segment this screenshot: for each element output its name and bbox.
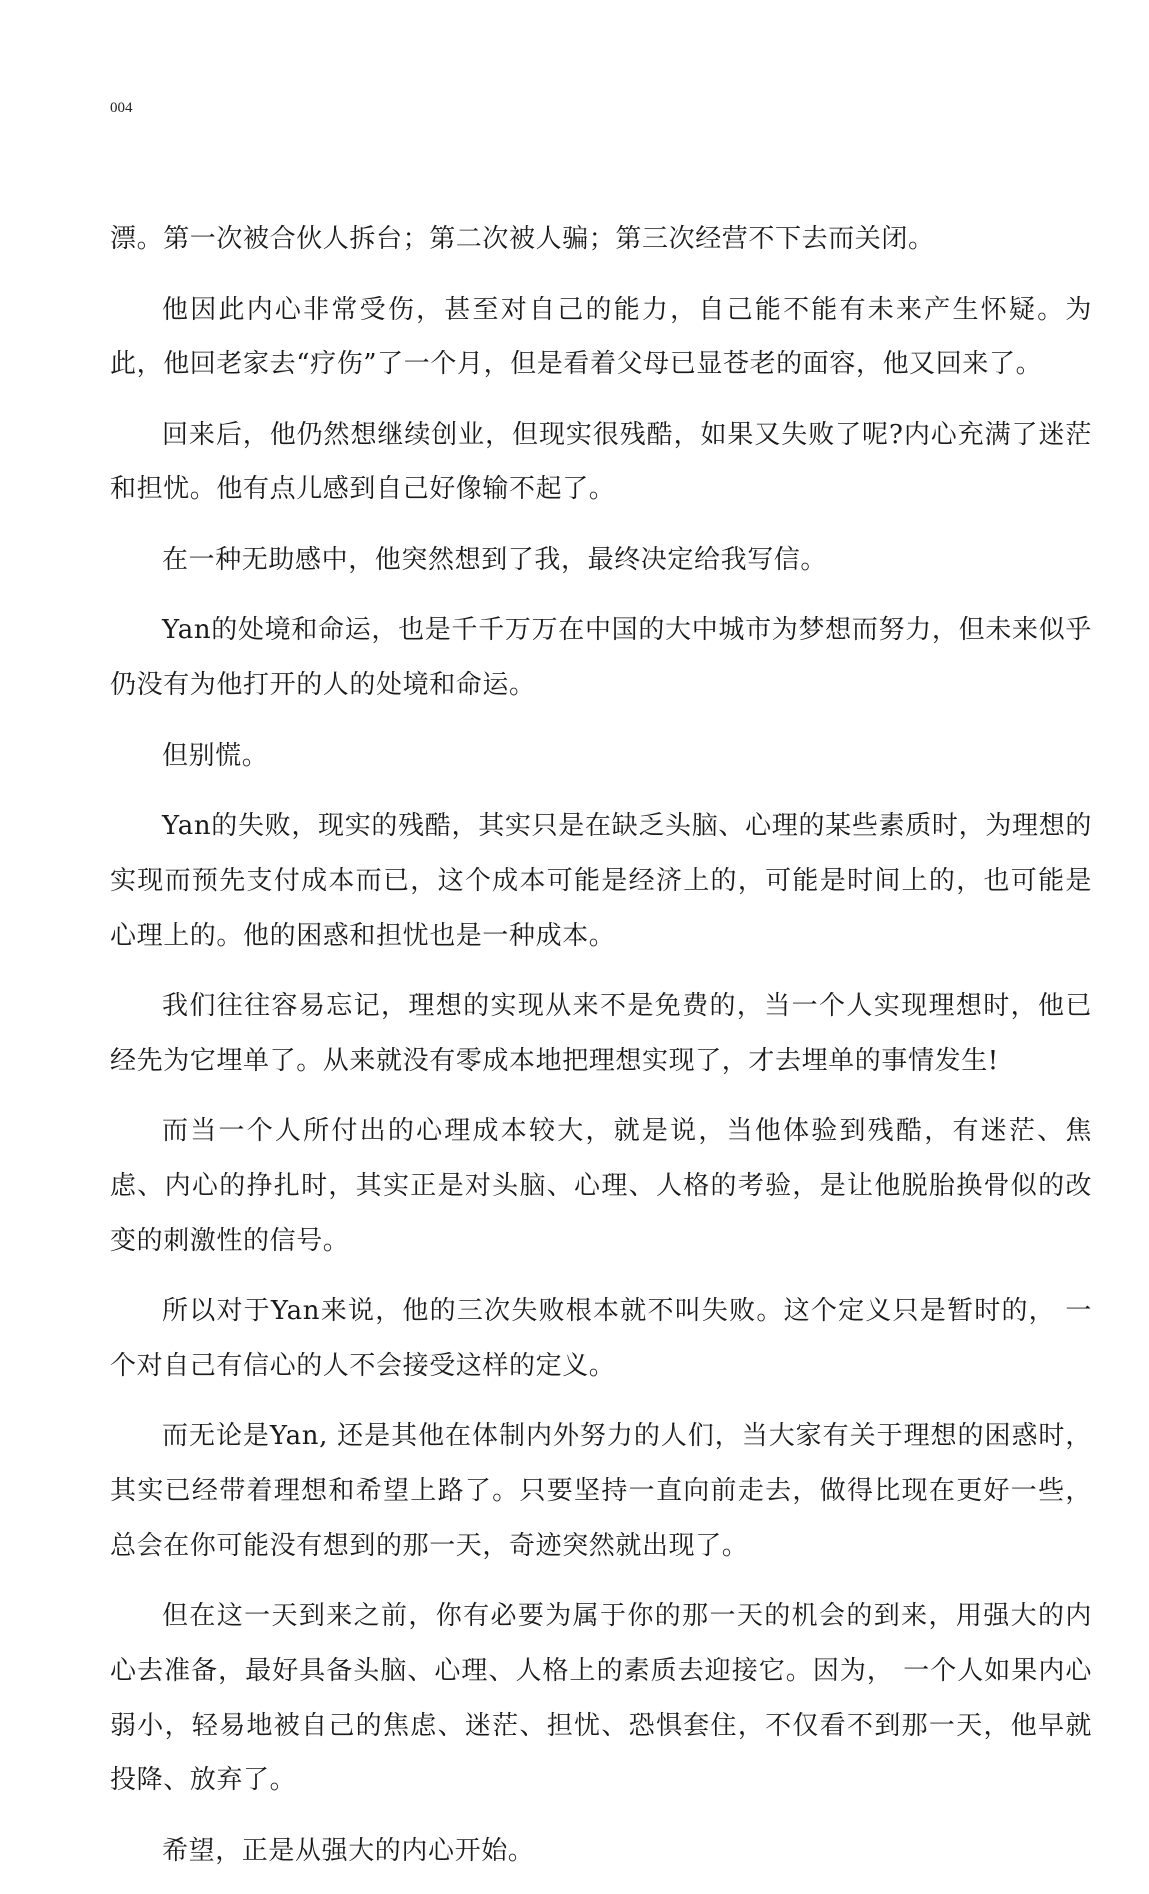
paragraph: 希望，正是从强大的内心开始。 — [162, 1835, 535, 1866]
paragraph: 而当一个人所付出的心理成本较大，就是说，当他体验到残酷，有迷茫、焦虑、内心的挣扎时，其实正是对头脑、心理、人格的考验，是让他脱胎换骨似的改变的刺激性的信号。 — [110, 1116, 1092, 1256]
paragraph: 他因此内心非常受伤，甚至对自己的能力，自己能不能有未来产生怀疑。为此，他回老家去“疗伤”了一个月，但是看着父母已显苍老的面容，他又回来了。 — [110, 294, 1092, 380]
paragraph: 在一种无助感中，他突然想到了我，最终决定给我写信。 — [162, 544, 828, 575]
paragraph: Yan的失败，现实的残酷，其实只是在缺乏头脑、心理的某些素质时，为理想的实现而预先支付成本而已，这个成本可能是经济上的，可能是时间上的，也可能是心理上的。他的困惑和担忧也是一种成本。 — [110, 811, 1092, 951]
paragraph: 所以对于Yan来说，他的三次失败根本就不叫失败。这个定义只是暂时的， 一个对自己有信心的人不会接受这样的定义。 — [110, 1296, 1092, 1381]
paragraph: 但在这一天到来之前，你有必要为属于你的那一天的机会的到来，用强大的内心去准备，最好具备头脑、心理、人格上的素质去迎接它。因为， 一个人如果内心弱小，轻易地被自己的焦虑、迷茫、担忧、恐惧套住，不仅看不到那一天，他早就投降、放弃了。 — [110, 1601, 1092, 1796]
paragraph: 而无论是Yan, 还是其他在体制内外努力的人们，当大家有关于理想的困惑时，其实已经带着理想和希望上路了。只要坚持一直向前走去，做得比现在更好一些，总会在你可能没有想到的那一天，奇迹突然就出现了。 — [110, 1421, 1092, 1561]
paragraph: Yan的处境和命运，也是千千万万在中国的大中城市为梦想而努力，但未来似乎仍没有为他打开的人的处境和命运。 — [110, 615, 1092, 701]
page-number: 004 — [110, 100, 133, 116]
paragraph-continued: 漂。第一次被合伙人拆台；第二次被人骗；第三次经营不下去而关闭。 — [110, 224, 935, 254]
paragraph: 但别慌。 — [162, 740, 269, 771]
paragraph: 回来后，他仍然想继续创业，但现实很残酷，如果又失败了呢?内心充满了迷茫和担忧。他有点儿感到自己好像输不起了。 — [110, 419, 1092, 505]
body-text — [110, 212, 1092, 1894]
paragraph: 我们往往容易忘记，理想的实现从来不是免费的，当一个人实现理想时，他已经先为它埋单了。从来就没有零成本地把理想实现了，才去埋单的事情发生! — [110, 991, 1092, 1076]
